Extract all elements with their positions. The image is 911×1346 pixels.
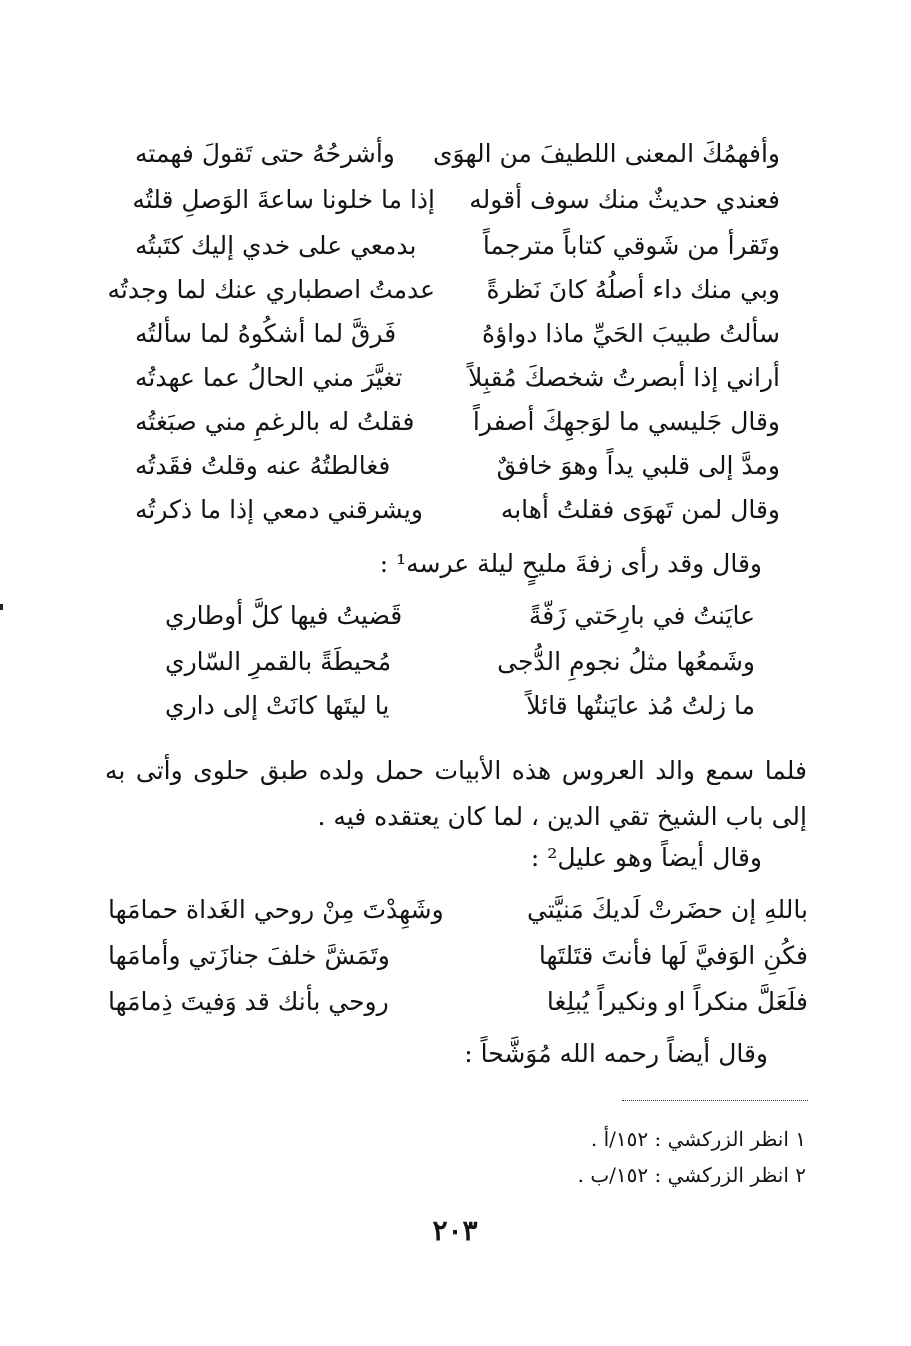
verse-second-hemistich: يا ليتَها كانَتْ إلى داري — [165, 691, 390, 720]
verse-line — [135, 446, 780, 486]
verse-line — [165, 686, 755, 726]
verse-first-hemistich: وشَمعُها مثلُ نجومِ الدُّجى — [497, 647, 755, 676]
verse-first-hemistich: عايَنتُ في بارِحَتي زَفّةً — [528, 601, 755, 630]
footnote-divider — [622, 1100, 808, 1101]
verse-second-hemistich: فغالطتُهُ عنه وقلتُ فقَدتُه — [135, 451, 391, 480]
footnote: ١ انظر الزركشي : ١٥٢/أ . — [590, 1127, 806, 1151]
verse-first-hemistich: وأفهمُكَ المعنى اللطيفَ من الهوَى — [432, 139, 780, 168]
verse-line — [135, 358, 780, 398]
verse-first-hemistich: فكُنِ الوَفيَّ لَها فأنتَ قتَلتَها — [538, 941, 808, 970]
verse-second-hemistich: روحي بأنك قد وَفيتَ ذِمامَها — [108, 987, 389, 1016]
verse-second-hemistich: وأشرحُهُ حتى تَقولَ فهمته — [135, 139, 395, 168]
verse-line — [135, 134, 780, 174]
scan-edge-mark — [0, 604, 3, 610]
verse-first-hemistich: ما زلتُ مُذ عايَنتُها قائلاً — [526, 691, 755, 720]
section-intro: وقال أيضاً وهو عليل² : — [530, 843, 762, 872]
verse-first-hemistich: وقال جَليسي ما لوَجهِكَ أصفراً — [472, 407, 780, 436]
verse-first-hemistich: ومدَّ إلى قلبي يداً وهوَ خافقٌ — [496, 451, 780, 480]
verse-first-hemistich: أراني إذا أبصرتُ شخصكَ مُقبِلاً — [468, 363, 780, 392]
prose-paragraph: فلما سمع والد العروس هذه الأبيات حمل ولده طبق حلوى وأتى به إلى باب الشيخ تقي الدين ، لما كان يعتقده فيه . — [105, 756, 807, 831]
section-intro: وقال وقد رأى زفةَ مليحٍ ليلة عرسه¹ : — [379, 549, 762, 578]
verse-first-hemistich: فلَعَلَّ منكراً او ونكيراً يُبلِغا — [546, 987, 808, 1016]
verse-first-hemistich: سألتُ طبيبَ الحَيِّ ماذا دواؤهُ — [482, 319, 780, 348]
verse-second-hemistich: إذا ما خلونا ساعةَ الوَصلِ قلتُه — [132, 185, 435, 214]
verse-second-hemistich: ويشرقني دمعي إذا ما ذكرتُه — [135, 495, 423, 524]
verse-second-hemistich: قَضيتُ فيها كلَّ أوطاري — [165, 601, 403, 630]
verse-line — [165, 596, 755, 636]
verse-second-hemistich: فقلتُ له بالرغمِ مني صبَغتُه — [135, 407, 415, 436]
verse-line — [135, 314, 780, 354]
verse-line — [108, 936, 808, 976]
verse-second-hemistich: بدمعي على خدي إليك كتَبتُه — [135, 231, 417, 260]
verse-line — [107, 270, 780, 310]
verse-first-hemistich: وقال لمن تَهوَى فقلتُ أهابه — [500, 495, 780, 524]
verse-first-hemistich: باللهِ إن حضَرتْ لَديكَ مَنيَّتي — [526, 895, 808, 924]
verse-line — [108, 890, 808, 930]
verse-second-hemistich: عدمتُ اصطباري عنك لما وجدتُه — [107, 275, 435, 304]
verse-first-hemistich: وتَقرأ من شَوقي كتاباً مترجماً — [482, 231, 780, 260]
verse-line — [135, 490, 780, 530]
verse-line — [135, 402, 780, 442]
verse-first-hemistich: فعندي حديثٌ منك سوف أقوله — [469, 185, 780, 214]
verse-line — [135, 226, 780, 266]
verse-first-hemistich: وبي منك داء أصلُهُ كانَ نَظرةً — [486, 275, 780, 304]
section-intro: وقال أيضاً رحمه الله مُوَشَّحاً : — [464, 1039, 768, 1068]
verse-second-hemistich: مُحيطَةً بالقمرِ السّاري — [165, 647, 392, 676]
footnote: ٢ انظر الزركشي : ١٥٢/ب . — [577, 1163, 806, 1187]
verse-second-hemistich: فَرقَّ لما أشكُوهُ لما سألتُه — [135, 319, 397, 348]
page-number: ٢٠٣ — [432, 1214, 478, 1247]
verse-second-hemistich: وتَمَشَّ خلفَ جنازَتي وأمامَها — [108, 941, 390, 970]
verse-line — [165, 642, 755, 682]
verse-second-hemistich: وشَهِدْتَ مِنْ روحي الغَداة حمامَها — [108, 895, 444, 924]
verse-second-hemistich: تغيَّرَ مني الحالُ عما عهدتُه — [135, 363, 403, 392]
verse-line — [108, 982, 808, 1022]
verse-line — [132, 180, 780, 220]
